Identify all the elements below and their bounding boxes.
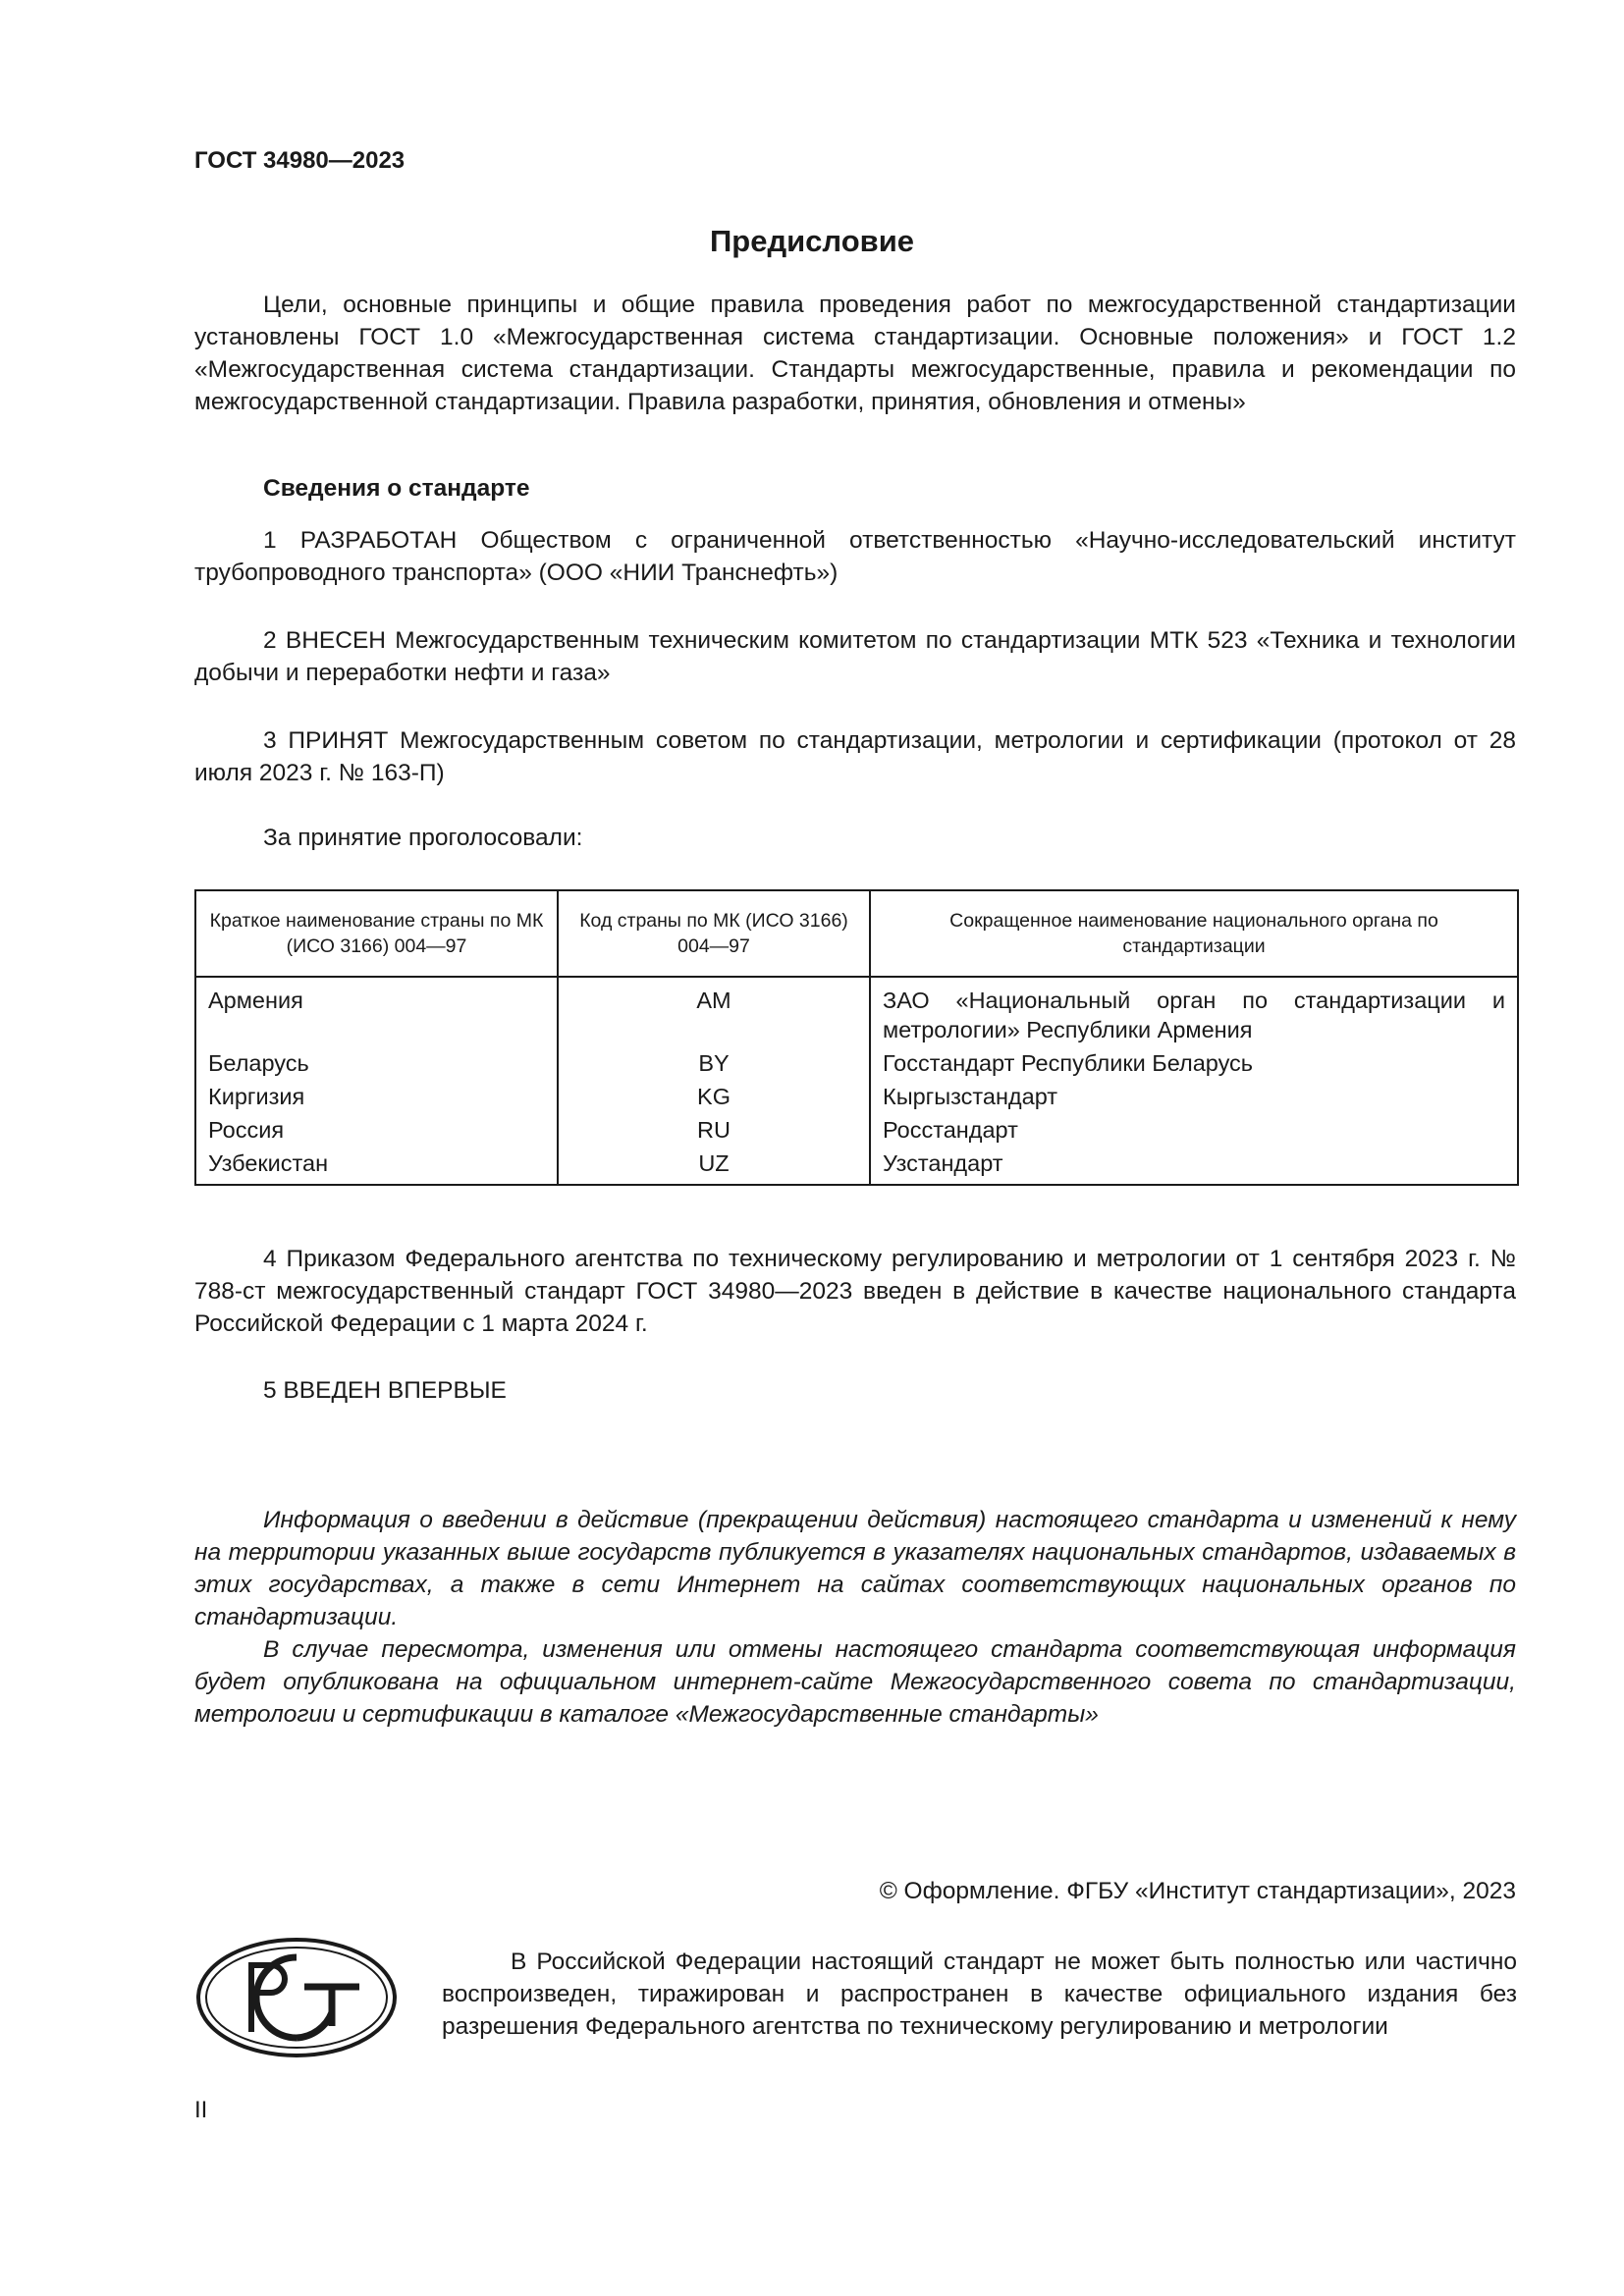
item-developed: 1 РАЗРАБОТАН Обществом с ограниченной ответственностью «Научно-исследовательский институт трубопроводного транспорта» (ООО «НИИ Транснефть») — [194, 527, 1516, 586]
code-cell: UZ — [558, 1147, 870, 1185]
item-submitted: 2 ВНЕСЕН Межгосударственным техническим комитетом по стандартизации МТК 523 «Техника и технологии добычи и переработки нефти и газа» — [194, 627, 1516, 686]
info-heading: Сведения о стандарте — [263, 475, 530, 502]
table-row — [195, 1080, 1518, 1113]
item-adopted: 3 ПРИНЯТ Межгосударственным советом по стандартизации, метрологии и сертификации (протокол от 28 июля 2023 г. № 163-П) — [194, 727, 1516, 786]
reproduction-notice: В Российской Федерации настоящий стандарт не может быть полностью или частично воспроизведен, тиражирован и распространен в качестве официального издания без разрешения Федерального агентства по техническому регулированию и метрологии — [442, 1949, 1517, 2040]
table-row — [195, 1113, 1518, 1147]
item-enacted: 4 Приказом Федерального агентства по техническому регулированию и метрологии от 1 сентября 2023 г. № 788-ст межгосударственный стандарт ГОСТ 34980—2023 введен в действие в качестве национального стандарта Российской Федерации с 1 марта 2024 г. — [194, 1246, 1516, 1337]
rst-mark-icon — [194, 1936, 399, 2059]
item-first-introduced: 5 ВВЕДЕН ВПЕРВЫЕ — [263, 1377, 507, 1404]
country-cell: Армения — [195, 977, 558, 1046]
organ-cell: Кыргызстандарт — [870, 1080, 1518, 1113]
organ-cell: ЗАО «Национальный орган по стандартизации и метрологии» Республики Армения — [870, 977, 1518, 1046]
organ-cell: Узстандарт — [870, 1147, 1518, 1185]
header-country: Краткое наименование страны по МК (ИСО 3166) 004—97 — [195, 890, 558, 977]
country-cell: Узбекистан — [195, 1147, 558, 1185]
country-cell: Киргизия — [195, 1080, 558, 1113]
note-publication: Информация о введении в действие (прекращении действия) настоящего стандарта и изменений к нему на территории указанных выше государств публикуется в указателях национальных стандартов, издаваемых в этих государствах, а также в сети Интернет на сайтах соответствующих национальных органов по стандартизации. — [194, 1507, 1516, 1630]
country-cell: Беларусь — [195, 1046, 558, 1080]
table-row — [195, 1046, 1518, 1080]
code-cell: KG — [558, 1080, 870, 1113]
code-cell: BY — [558, 1046, 870, 1080]
organ-cell: Росстандарт — [870, 1113, 1518, 1147]
table-row — [195, 1147, 1518, 1185]
votes-label: За принятие проголосовали: — [263, 825, 583, 851]
country-cell: Россия — [195, 1113, 558, 1147]
code-cell: AM — [558, 977, 870, 1046]
votes-table — [194, 889, 1519, 1186]
table-row — [195, 977, 1518, 1046]
code-cell: RU — [558, 1113, 870, 1147]
table-header-row — [195, 890, 1518, 977]
intro-paragraph: Цели, основные принципы и общие правила проведения работ по межгосударственной стандартизации установлены ГОСТ 1.0 «Межгосударственная система стандартизации. Основные положения» и ГОСТ 1.2 «Межгосударственная система стандартизации. Стандарты межгосударственные, правила и рекомендации по межгосударственной стандартизации. Правила разработки, принятия, обновления и отмены» — [194, 292, 1516, 415]
note-revision: В случае пересмотра, изменения или отмены настоящего стандарта соответствующая информация будет опубликована на официальном интернет-сайте Межгосударственного совета по стандартизации, метрологии и сертификации в каталоге «Межгосударственные стандарты» — [194, 1636, 1516, 1728]
page-number: II — [194, 2097, 208, 2123]
header-code: Код страны по МК (ИСО 3166) 004—97 — [558, 890, 870, 977]
document-code: ГОСТ 34980—2023 — [194, 147, 406, 174]
copyright-line: © Оформление. ФГБУ «Институт стандартизации», 2023 — [879, 1878, 1516, 1904]
page-title: Предисловие — [709, 224, 914, 258]
organ-cell: Госстандарт Республики Беларусь — [870, 1046, 1518, 1080]
header-organ: Сокращенное наименование национального органа по стандартизации — [870, 890, 1518, 977]
